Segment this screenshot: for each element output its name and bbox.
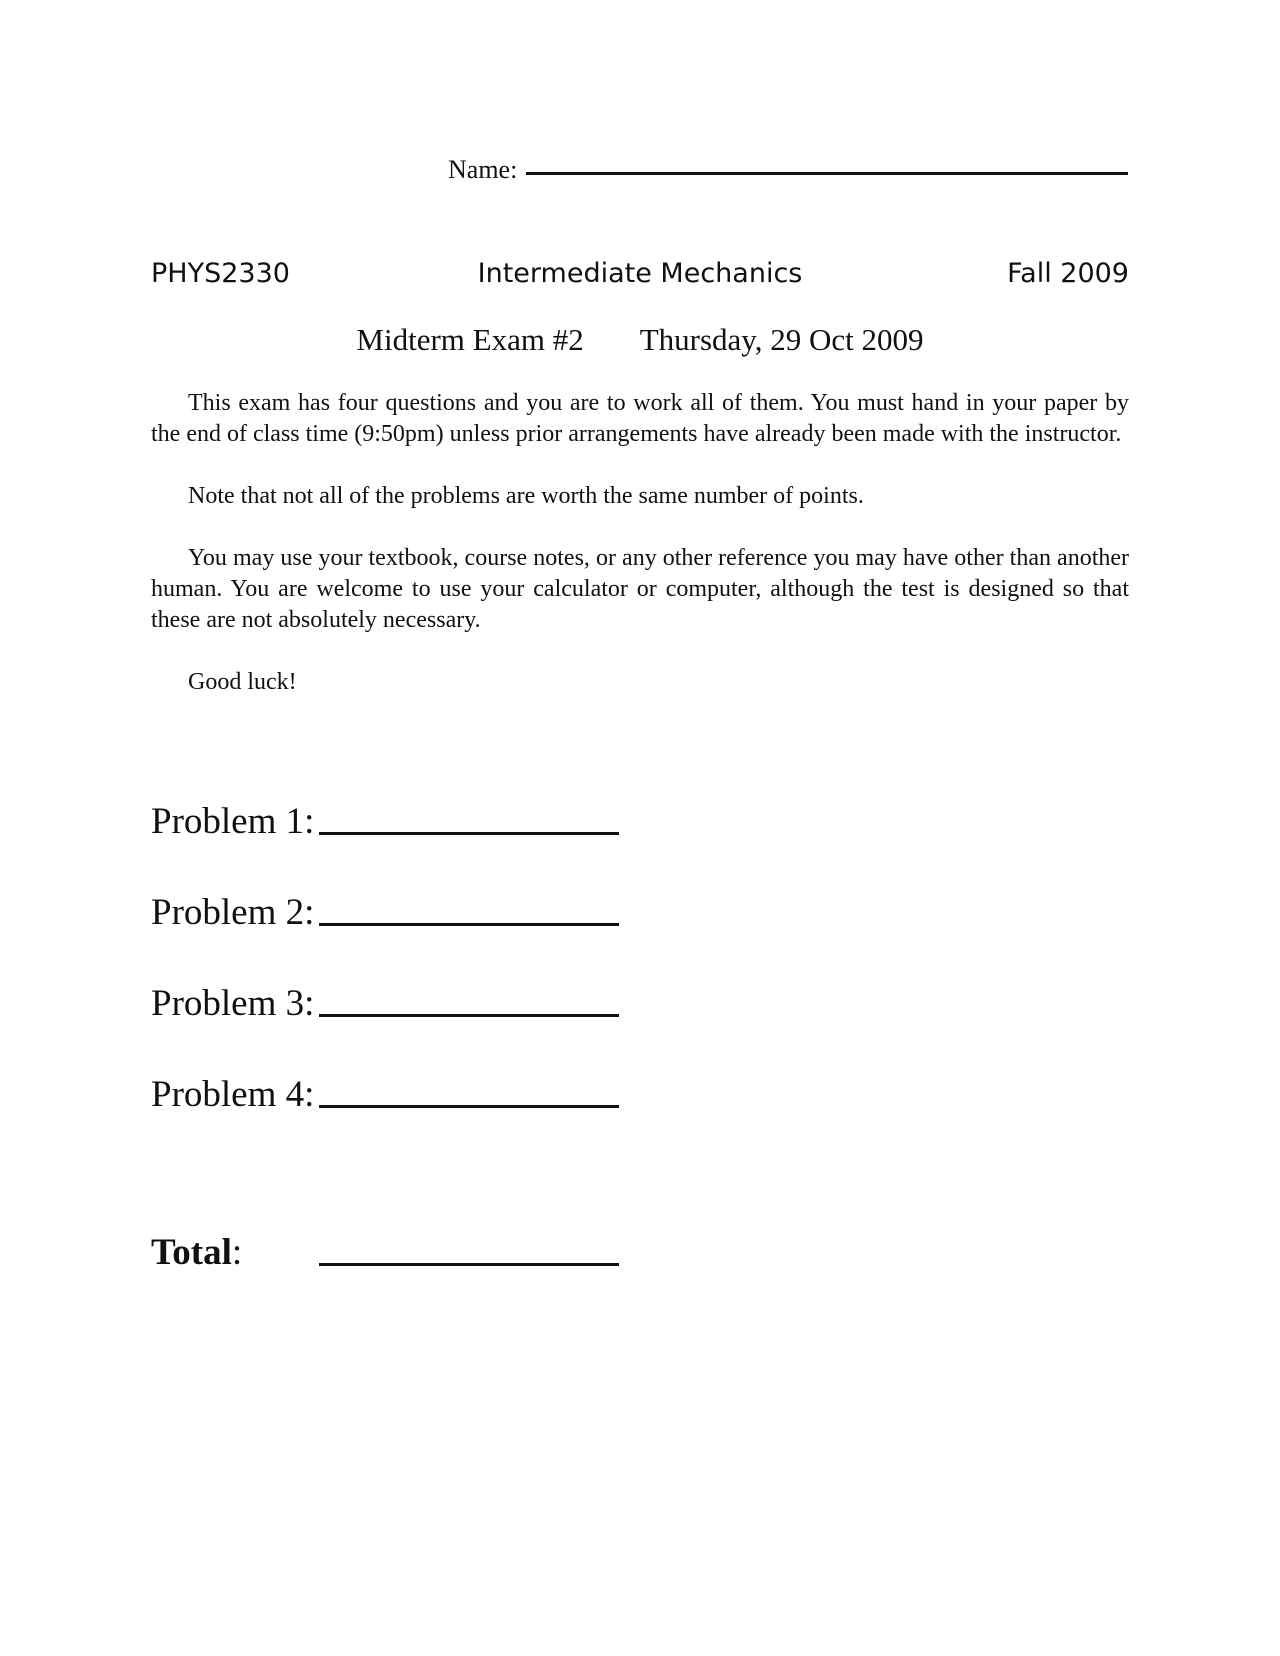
problem-1-label: Problem 1:: [151, 801, 315, 842]
problem-1-blank-line: [319, 832, 619, 835]
problem-3-blank-line: [319, 1014, 619, 1017]
problem-3-score: [151, 982, 651, 1026]
problem-4-label: Problem 4:: [151, 1074, 315, 1115]
instruction-paragraph: This exam has four questions and you are to work all of them. You must hand in your paper by the end of class time (9:50pm) unless prior arrangements have already been made with the instructor.: [151, 390, 1129, 447]
name-label: Name:: [448, 155, 518, 184]
problem-4-blank-line: [319, 1105, 619, 1108]
name-blank-line: [526, 172, 1128, 175]
course-code: PHYS2330: [151, 258, 290, 289]
exam-name: Midterm Exam #2: [356, 322, 584, 357]
problem-4-score: [151, 1073, 651, 1117]
instruction-paragraph: You may use your textbook, course notes, or any other reference you may have other than another human. You are welcome to use your calculator or computer, although the test is designed so that these are not absolutely necessary.: [151, 545, 1129, 633]
problem-2-label: Problem 2:: [151, 892, 315, 933]
exam-date: Thursday, 29 Oct 2009: [639, 322, 924, 357]
instruction-paragraph: Good luck!: [188, 669, 297, 695]
total-score: [151, 1231, 651, 1275]
problem-2-score: [151, 891, 651, 935]
problem-2-blank-line: [319, 923, 619, 926]
total-label: [151, 1231, 242, 1275]
instructions: [151, 388, 1129, 729]
name-field: [448, 152, 1128, 188]
course-term: Fall 2009: [1007, 258, 1129, 289]
problem-1-score: [151, 800, 651, 844]
exam-subtitle: [151, 320, 1129, 360]
total-label-text: Total: [151, 1232, 232, 1273]
problem-3-label: Problem 3:: [151, 983, 315, 1024]
total-blank-line: [319, 1263, 619, 1266]
instruction-paragraph: Note that not all of the problems are worth the same number of points.: [188, 483, 864, 509]
course-title: Intermediate Mechanics: [477, 258, 803, 289]
total-label-colon: :: [231, 1232, 243, 1273]
course-header: [151, 254, 1129, 294]
